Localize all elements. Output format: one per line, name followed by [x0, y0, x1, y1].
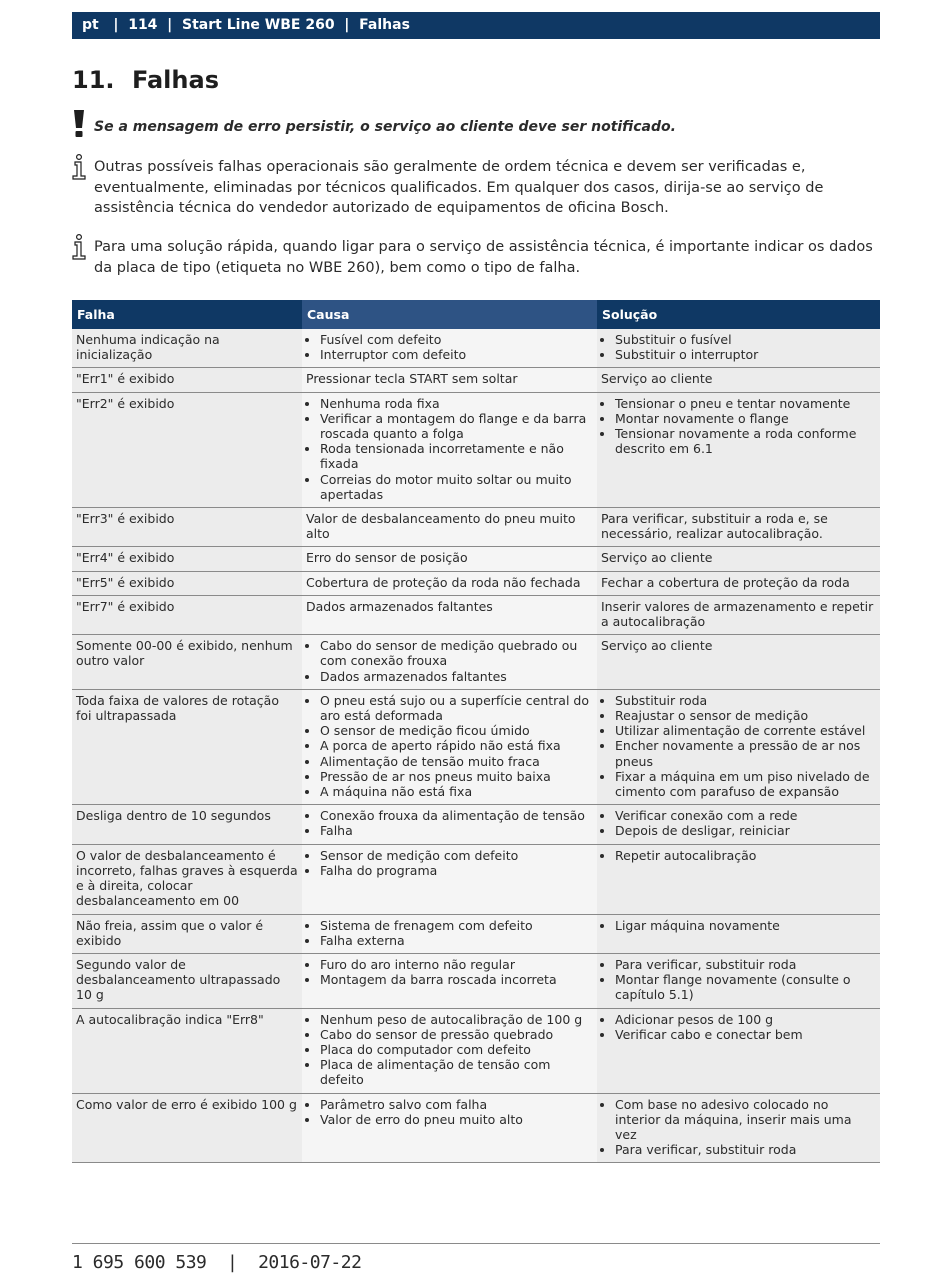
- bullet-list: [306, 918, 593, 948]
- page-title: [72, 66, 219, 94]
- bullet-list: [601, 396, 876, 457]
- bullet-item: • Montagem da barra roscada incorreta: [320, 972, 593, 987]
- fault-cell: "Err2" é exibido: [72, 392, 302, 507]
- solution-cell: [597, 392, 880, 507]
- bullet-item: • A máquina não está fixa: [320, 784, 593, 799]
- table-row: [72, 635, 880, 690]
- bullet-item: • O sensor de medição ficou úmido: [320, 723, 593, 738]
- bullet-item: • Placa de alimentação de tensão com defeito: [320, 1057, 593, 1087]
- table-row: [72, 1008, 880, 1093]
- bullet-list: [306, 1097, 593, 1127]
- bullet-item: • Parâmetro salvo com falha: [320, 1097, 593, 1112]
- bullet-item: • Substituir roda: [615, 693, 876, 708]
- bullet-item: • Fixar a máquina em um piso nivelado de cimento com parafuso de expansão: [615, 769, 876, 799]
- table-row: [72, 368, 880, 392]
- bullet-item: • O pneu está sujo ou a superfície central do aro está deformada: [320, 693, 593, 723]
- bullet-item: • A porca de aperto rápido não está fixa: [320, 738, 593, 753]
- bullet-item: • Falha do programa: [320, 863, 593, 878]
- cause-cell: [302, 689, 597, 804]
- table-row: [72, 595, 880, 634]
- bullet-item: • Montar flange novamente (consulte o capítulo 5.1): [615, 972, 876, 1002]
- warning-text: Se a mensagem de erro persistir, o serviço ao cliente deve ser notificado.: [94, 119, 676, 135]
- bullet-item: • Sistema de frenagem com defeito: [320, 918, 593, 933]
- bullet-item: • Pressão de ar nos pneus muito baixa: [320, 769, 593, 784]
- page-header: pt | 114 | Start Line WBE 260 | Falhas: [72, 12, 880, 39]
- bullet-list: [601, 808, 876, 838]
- table-row: [72, 844, 880, 914]
- bullet-list: [306, 396, 593, 502]
- bullet-list: [601, 693, 876, 799]
- cause-cell: Pressionar tecla START sem soltar: [302, 368, 597, 392]
- section-number: 11.: [72, 66, 115, 94]
- bullet-item: • Correias do motor muito soltar ou muito apertadas: [320, 472, 593, 502]
- cause-cell: [302, 844, 597, 914]
- bullet-item: • Dados armazenados faltantes: [320, 669, 593, 684]
- cause-cell: [302, 1093, 597, 1163]
- bullet-item: • Reajustar o sensor de medição: [615, 708, 876, 723]
- bullet-item: • Substituir o fusível: [615, 332, 876, 347]
- bullet-item: • Fusível com defeito: [320, 332, 593, 347]
- fault-cell: "Err4" é exibido: [72, 547, 302, 571]
- table-row: [72, 805, 880, 844]
- solution-cell: [597, 1093, 880, 1163]
- solution-cell: [597, 844, 880, 914]
- bullet-item: • Para verificar, substituir roda: [615, 1142, 876, 1157]
- table-row: [72, 547, 880, 571]
- bullet-list: [601, 1012, 876, 1042]
- table-header-row: [72, 300, 880, 329]
- header-causa: Causa: [302, 300, 597, 329]
- bullet-item: • Verificar cabo e conectar bem: [615, 1027, 876, 1042]
- solution-cell: Inserir valores de armazenamento e repetir a autocalibração: [597, 595, 880, 634]
- solution-cell: Serviço ao cliente: [597, 368, 880, 392]
- bullet-item: • Substituir o interruptor: [615, 347, 876, 362]
- bullet-item: • Cabo do sensor de medição quebrado ou com conexão frouxa: [320, 638, 593, 668]
- info-icon: [72, 234, 90, 260]
- bullet-item: • Alimentação de tensão muito fraca: [320, 754, 593, 769]
- bullet-list: [306, 808, 593, 838]
- cause-cell: [302, 392, 597, 507]
- solution-cell: [597, 805, 880, 844]
- solution-cell: [597, 953, 880, 1008]
- fault-cell: Desliga dentro de 10 segundos: [72, 805, 302, 844]
- bullet-list: [306, 848, 593, 878]
- bullet-item: • Conexão frouxa da alimentação de tensão: [320, 808, 593, 823]
- bullet-item: • Interruptor com defeito: [320, 347, 593, 362]
- bullet-item: • Verificar conexão com a rede: [615, 808, 876, 823]
- bullet-list: [601, 848, 876, 863]
- bullet-item: • Verificar a montagem do flange e da barra roscada quanto a folga: [320, 411, 593, 441]
- exclamation-icon: [72, 110, 90, 136]
- solution-cell: Fechar a cobertura de proteção da roda: [597, 571, 880, 595]
- cause-cell: Valor de desbalanceamento do pneu muito alto: [302, 508, 597, 547]
- bullet-item: • Ligar máquina novamente: [615, 918, 876, 933]
- table-row: [72, 392, 880, 507]
- bullet-list: [306, 332, 593, 362]
- bullet-list: [601, 957, 876, 1003]
- fault-cell: O valor de desbalanceamento é incorreto, falhas graves à esquerda e à direita, colocar desbalanceamento em 00: [72, 844, 302, 914]
- info-note-2: [72, 234, 880, 278]
- bullet-item: • Nenhuma roda fixa: [320, 396, 593, 411]
- bullet-item: • Tensionar o pneu e tentar novamente: [615, 396, 876, 411]
- bullet-item: • Tensionar novamente a roda conforme descrito em 6.1: [615, 426, 876, 456]
- solution-cell: Serviço ao cliente: [597, 635, 880, 690]
- solution-cell: Para verificar, substituir a roda e, se necessário, realizar autocalibração.: [597, 508, 880, 547]
- warning-note: [72, 110, 880, 137]
- fault-cell: Segundo valor de desbalanceamento ultrapassado 10 g: [72, 953, 302, 1008]
- table-row: [72, 914, 880, 953]
- bullet-item: • Depois de desligar, reiniciar: [615, 823, 876, 838]
- bullet-item: • Com base no adesivo colocado no interior da máquina, inserir mais uma vez: [615, 1097, 876, 1143]
- bullet-item: • Montar novamente o flange: [615, 411, 876, 426]
- cause-cell: [302, 914, 597, 953]
- table-row: [72, 508, 880, 547]
- cause-cell: [302, 953, 597, 1008]
- cause-cell: Cobertura de proteção da roda não fechada: [302, 571, 597, 595]
- bullet-list: [601, 918, 876, 933]
- solution-cell: [597, 914, 880, 953]
- table-row: [72, 571, 880, 595]
- solution-cell: [597, 689, 880, 804]
- cause-cell: [302, 329, 597, 368]
- fault-cell: "Err1" é exibido: [72, 368, 302, 392]
- fault-cell: Não freia, assim que o valor é exibido: [72, 914, 302, 953]
- table-row: [72, 1093, 880, 1163]
- bullet-item: • Falha externa: [320, 933, 593, 948]
- info-text-1: Outras possíveis falhas operacionais são geralmente de ordem técnica e devem ser verificadas e, eventualmente, eliminadas por técnicos qualificados. Em qualquer dos casos, dirija-se ao serviço de assistência técnica do vendedor autorizado de equipamentos de oficina Bosch.: [94, 159, 824, 216]
- bullet-item: • Repetir autocalibração: [615, 848, 876, 863]
- solution-cell: Serviço ao cliente: [597, 547, 880, 571]
- info-text-2: Para uma solução rápida, quando ligar para o serviço de assistência técnica, é importante indicar os dados da placa de tipo (etiqueta no WBE 260), bem como o tipo de falha.: [94, 239, 873, 276]
- bullet-list: [306, 638, 593, 684]
- bullet-list: [306, 957, 593, 987]
- footer-divider: [72, 1243, 880, 1244]
- bullet-list: [601, 332, 876, 362]
- table-row: [72, 329, 880, 368]
- bullet-list: [601, 1097, 876, 1158]
- bullet-item: • Para verificar, substituir roda: [615, 957, 876, 972]
- bullet-item: • Placa do computador com defeito: [320, 1042, 593, 1057]
- fault-cell: Somente 00-00 é exibido, nenhum outro valor: [72, 635, 302, 690]
- bullet-item: • Nenhum peso de autocalibração de 100 g: [320, 1012, 593, 1027]
- bullet-item: • Valor de erro do pneu muito alto: [320, 1112, 593, 1127]
- bullet-item: • Adicionar pesos de 100 g: [615, 1012, 876, 1027]
- bullet-item: • Sensor de medição com defeito: [320, 848, 593, 863]
- solution-cell: [597, 329, 880, 368]
- cause-cell: [302, 805, 597, 844]
- fault-cell: Toda faixa de valores de rotação foi ultrapassada: [72, 689, 302, 804]
- header-solucao: Solução: [597, 300, 880, 329]
- info-icon: [72, 154, 90, 180]
- bullet-item: • Roda tensionada incorretamente e não fixada: [320, 441, 593, 471]
- fault-cell: "Err5" é exibido: [72, 571, 302, 595]
- fault-cell: "Err3" é exibido: [72, 508, 302, 547]
- bullet-item: • Falha: [320, 823, 593, 838]
- section-title-text: Falhas: [132, 66, 219, 94]
- bullet-item: • Furo do aro interno não regular: [320, 957, 593, 972]
- cause-cell: [302, 635, 597, 690]
- fault-cell: Como valor de erro é exibido 100 g: [72, 1093, 302, 1163]
- faults-table-body: [72, 329, 880, 1163]
- bullet-item: • Utilizar alimentação de corrente estável: [615, 723, 876, 738]
- table-row: [72, 953, 880, 1008]
- table-row: [72, 689, 880, 804]
- bullet-list: [306, 693, 593, 799]
- header-falha: Falha: [72, 300, 302, 329]
- faults-table: [72, 300, 880, 1163]
- page-footer: 1 695 600 539 | 2016-07-22: [72, 1252, 362, 1273]
- cause-cell: [302, 1008, 597, 1093]
- fault-cell: Nenhuma indicação na inicialização: [72, 329, 302, 368]
- solution-cell: [597, 1008, 880, 1093]
- bullet-item: • Encher novamente a pressão de ar nos pneus: [615, 738, 876, 768]
- fault-cell: "Err7" é exibido: [72, 595, 302, 634]
- fault-cell: A autocalibração indica "Err8": [72, 1008, 302, 1093]
- cause-cell: Erro do sensor de posição: [302, 547, 597, 571]
- cause-cell: Dados armazenados faltantes: [302, 595, 597, 634]
- info-note-1: [72, 154, 880, 219]
- bullet-item: • Cabo do sensor de pressão quebrado: [320, 1027, 593, 1042]
- bullet-list: [306, 1012, 593, 1088]
